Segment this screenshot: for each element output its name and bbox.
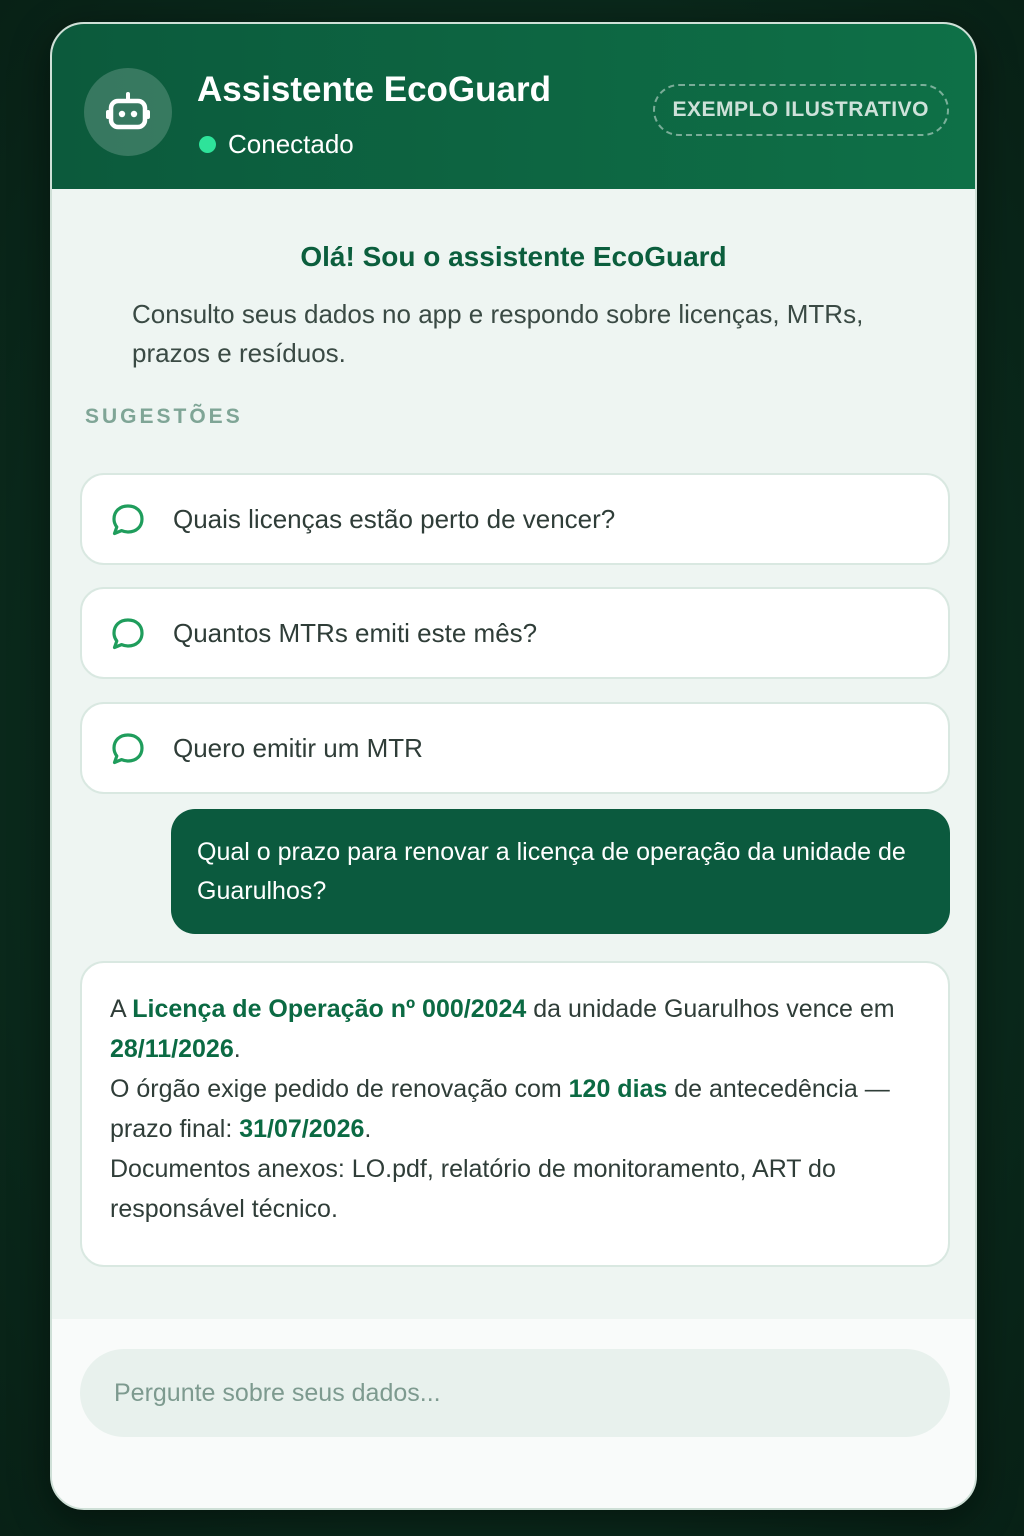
suggestion-text: Quero emitir um MTR [173, 732, 423, 763]
suggestion-chip[interactable] [80, 473, 950, 565]
assistant-message-bubble [80, 961, 950, 1267]
notice-period: 120 dias [568, 1075, 668, 1103]
chat-bubble-icon [110, 731, 146, 767]
deadline-date: 31/07/2026 [239, 1115, 365, 1143]
chat-bubble-icon [110, 502, 146, 538]
illustrative-badge: EXEMPLO ILUSTRATIVO [653, 84, 949, 136]
user-message-bubble: Qual o prazo para renovar a licença de operação da unidade de Guarulhos? [171, 809, 950, 934]
suggestion-chip[interactable] [80, 702, 950, 794]
response-text: A [110, 995, 133, 1023]
status-dot-icon [199, 136, 216, 153]
response-text: de antecedência — prazo final: [110, 1075, 890, 1143]
expiry-date: 28/11/2026 [110, 1035, 234, 1063]
status-label: Conectado [228, 129, 354, 159]
connection-status [199, 129, 354, 160]
welcome-title: Olá! Sou o assistente EcoGuard [300, 241, 727, 272]
chat-header [52, 24, 975, 189]
assistant-avatar [84, 68, 172, 156]
message-input[interactable] [80, 1349, 950, 1437]
suggestions-label: SUGESTÕES [85, 405, 243, 428]
response-text: da unidade Guarulhos vence em [526, 995, 895, 1023]
robot-icon [105, 92, 151, 132]
welcome-text: Consulto seus dados no app e respondo sobre licenças, MTRs, prazos e resíduos. [132, 299, 864, 368]
chat-bubble-icon [110, 616, 146, 652]
composer [52, 1319, 975, 1510]
response-text: . [364, 1115, 372, 1143]
suggestion-text: Quantos MTRs emiti este mês? [173, 617, 538, 648]
suggestion-chip[interactable] [80, 587, 950, 679]
response-text: . [233, 1035, 241, 1063]
license-name: Licença de Operação nº 000/2024 [132, 995, 527, 1023]
chat-body [52, 189, 975, 1319]
response-line [110, 989, 928, 1069]
response-text: O órgão exige pedido de renovação com [110, 1075, 569, 1103]
response-line: Documentos anexos: LO.pdf, relatório de monitoramento, ART do responsável técnico. [110, 1155, 836, 1223]
suggestion-text: Quais licenças estão perto de vencer? [173, 503, 616, 534]
response-line [110, 1069, 928, 1149]
assistant-name: Assistente EcoGuard [197, 70, 551, 109]
chat-window [50, 22, 977, 1510]
